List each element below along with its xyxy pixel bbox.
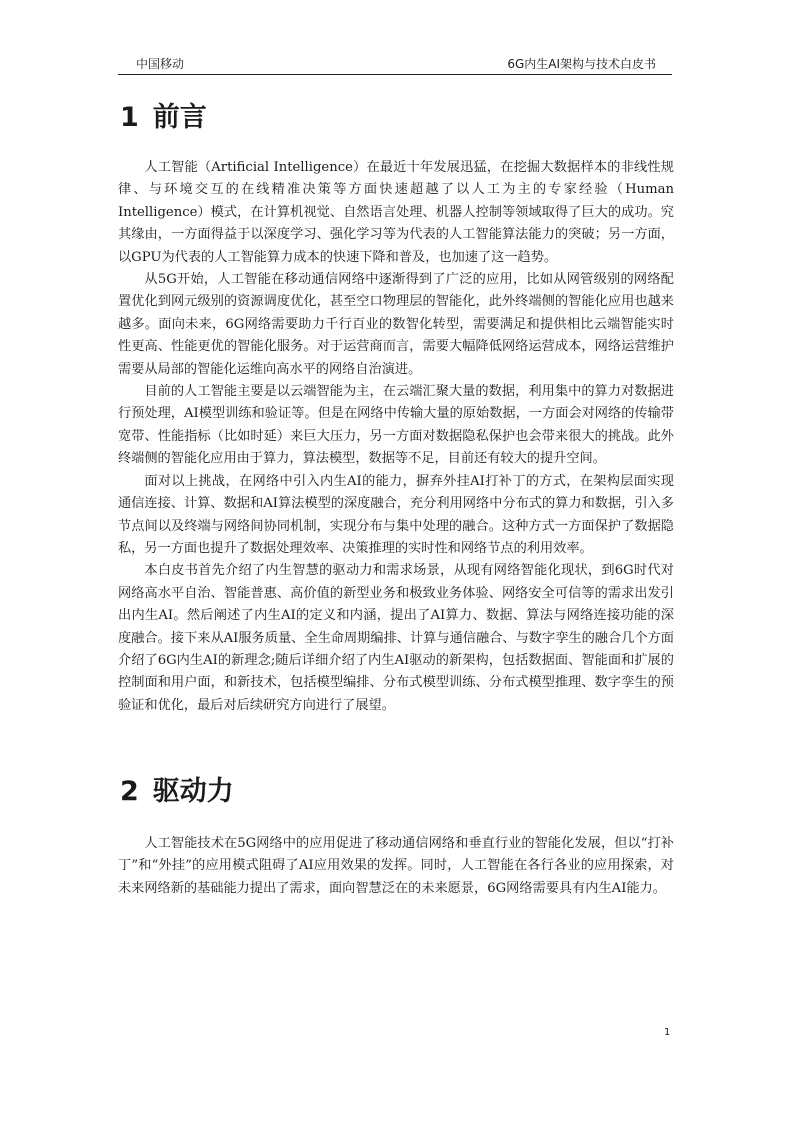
section-2-heading: [120, 774, 234, 810]
paragraph: 人工智能（Artificial Intelligence）在最近十年发展迅猛，在挖掘大数据样本的非线性规律、与环境交互的在线精准决策等方面快速超越了以人工为主的专家经验（Human Intelligence）模式，在计算机视觉、自然语言处理、机器人控制等领域取得了巨大的成功。究其缘由，一方面得益于以深度学习、强化学习等为代表的人工智能算法能力的突破；另一方面，以GPU为代表的人工智能算力成本的快速下降和普及，也加速了这一趋势。: [118, 160, 674, 265]
section-1-heading: [120, 100, 207, 136]
section-1-title: 前言: [152, 102, 207, 133]
section-2-title: 驱动力: [152, 776, 234, 807]
page-number: 1: [664, 1027, 671, 1038]
section-2-number: 2: [120, 776, 139, 807]
section-1-body: [118, 157, 674, 717]
header-document-title: 6G内生AI架构与技术白皮书: [507, 57, 656, 71]
section-2-body: [118, 833, 674, 900]
section-1-number: 1: [120, 102, 139, 133]
paragraph: 本白皮书首先介绍了内生智慧的驱动力和需求场景，从现有网络智能化现状，到6G时代对网络高水平自治、智能普惠、高价值的新型业务和极致业务体验、网络安全可信等的需求出发引出内生AI。然后阐述了内生AI的定义和内涵，提出了AI算力、数据、算法与网络连接功能的深度融合。接下来从AI服务质量、全生命周期编排、计算与通信融合、与数字孪生的融合几个方面介绍了6G内生AI的新理念;随后详细介绍了内生AI驱动的新架构，包括数据面、智能面和扩展的控制面和用户面，和新技术，包括模型编排、分布式模型训练、分布式模型推理、数字孪生的预验证和优化，最后对后续研究方向进行了展望。: [118, 563, 674, 713]
header-org-name: 中国移动: [136, 57, 185, 71]
paragraph: 人工智能技术在5G网络中的应用促进了移动通信网络和垂直行业的智能化发展，但以“打补丁”和“外挂”的应用模式阻碍了AI应用效果的发挥。同时，人工智能在各行各业的应用探索，对未来网络新的基础能力提出了需求，面向智慧泛在的未来愿景，6G网络需要具有内生AI能力。: [118, 836, 674, 896]
paragraph: 从5G开始，人工智能在移动通信网络中逐渐得到了广泛的应用，比如从网管级别的网络配置优化到网元级别的资源调度优化，甚至空口物理层的智能化，此外终端侧的智能化应用也越来越多。面向未来，6G网络需要助力千行百业的数智化转型，需要满足和提供相比云端智能实时性更高、性能更优的智能化服务。对于运营商而言，需要大幅降低网络运营成本，网络运营维护需要从局部的智能化运维向高水平的网络自治演进。: [118, 272, 674, 377]
page-header: [118, 54, 672, 75]
paragraph: 目前的人工智能主要是以云端智能为主，在云端汇聚大量的数据，利用集中的算力对数据进行预处理，AI模型训练和验证等。但是在网络中传输大量的原始数据，一方面会对网络的传输带宽带、性能指标（比如时延）来巨大压力，另一方面对数据隐私保护也会带来很大的挑战。此外终端侧的智能化应用由于算力，算法模型，数据等不足，目前还有较大的提升空间。: [118, 384, 674, 467]
paragraph: 面对以上挑战，在网络中引入内生AI的能力，摒弃外挂AI打补丁的方式，在架构层面实现通信连接、计算、数据和AI算法模型的深度融合，充分利用网络中分布式的算力和数据，引入多节点间以及终端与网络间协同机制，实现分布与集中处理的融合。这种方式一方面保护了数据隐私，另一方面也提升了数据处理效率、决策推理的实时性和网络节点的利用效率。: [118, 473, 674, 556]
